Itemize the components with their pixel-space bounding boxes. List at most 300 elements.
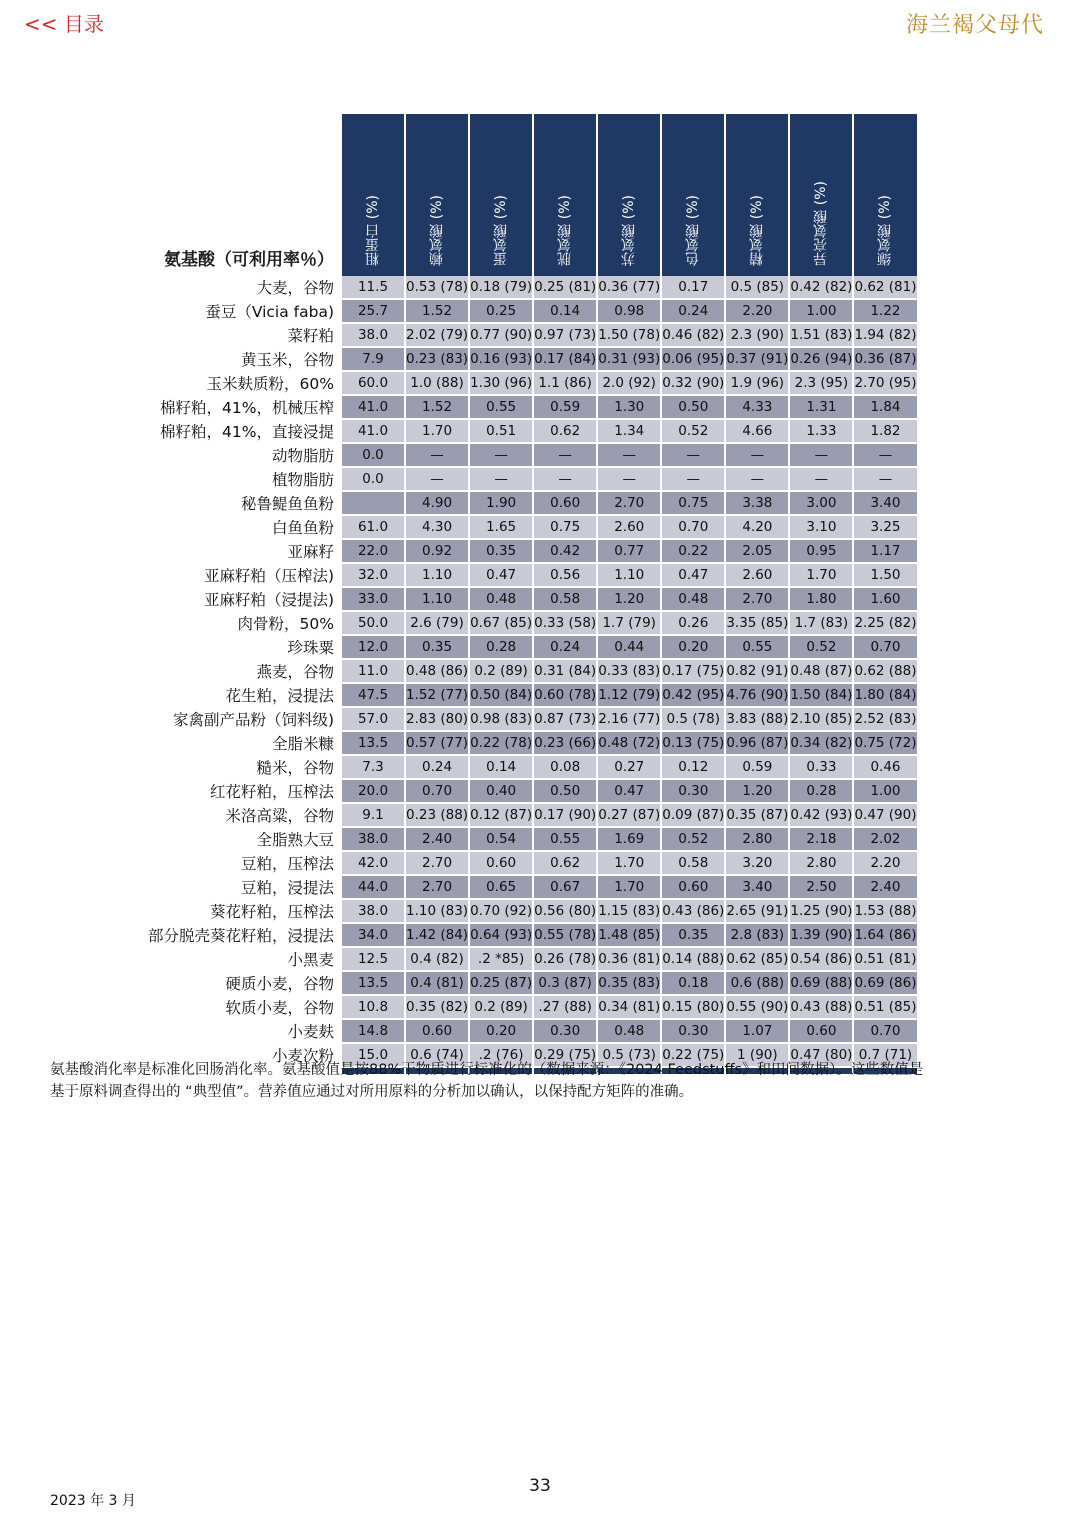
ingredient-name: 全脂米糠 [22,732,340,756]
value-cell: 0.36 (77) [598,276,660,300]
table-row [22,492,917,516]
value-cell: 0.64 (93) [470,924,532,948]
table-row [22,660,917,684]
value-cell: 0.25 [470,300,532,324]
value-cell: 1.00 [854,780,916,804]
value-cell: 1.7 (79) [598,612,660,636]
amino-acid-table [20,114,919,1074]
value-cell: 32.0 [342,564,404,588]
ingredient-name: 棉籽粕，41%，机械压榨 [22,396,340,420]
value-cell: — [534,468,596,492]
value-cell: 2.10 (85) [790,708,852,732]
value-cell: 2.70 [598,492,660,516]
value-cell: 2.8 (83) [726,924,788,948]
ingredient-name: 硬质小麦，谷物 [22,972,340,996]
value-cell: — [726,468,788,492]
table-row [22,612,917,636]
value-cell: 22.0 [342,540,404,564]
value-cell: 14.8 [342,1020,404,1044]
value-cell: 0.55 (90) [726,996,788,1020]
column-header [790,114,852,276]
value-cell: 0.35 [406,636,468,660]
value-cell: 0.77 [598,540,660,564]
value-cell: 0.26 (78) [534,948,596,972]
value-cell: — [470,444,532,468]
table-row [22,876,917,900]
ingredient-name: 珍珠粟 [22,636,340,660]
value-cell: — [854,468,916,492]
value-cell: 1.64 (86) [854,924,916,948]
ingredient-name: 动物脂肪 [22,444,340,468]
value-cell: 2.25 (82) [854,612,916,636]
value-cell: 0.42 [534,540,596,564]
value-cell: 0.32 (90) [662,372,724,396]
value-cell: 2.20 [726,300,788,324]
value-cell: 0.48 [470,588,532,612]
toc-back-link[interactable]: << 目录 [24,12,104,36]
value-cell: 0.17 (90) [534,804,596,828]
value-cell: 2.70 [406,876,468,900]
column-header-label: 胱氨酸 (%) [557,195,574,266]
ingredient-name: 部分脱壳葵花籽粕，浸提法 [22,924,340,948]
value-cell: 0.5 (78) [662,708,724,732]
value-cell: 1.94 (82) [854,324,916,348]
value-cell: 0.48 (86) [406,660,468,684]
value-cell: 0.34 (81) [598,996,660,1020]
value-cell: 0.28 [470,636,532,660]
value-cell: 0.09 (87) [662,804,724,828]
value-cell: 0.95 [790,540,852,564]
column-header [726,114,788,276]
value-cell: 0.0 [342,468,404,492]
value-cell: — [662,468,724,492]
value-cell: 0.75 (72) [854,732,916,756]
table-row [22,324,917,348]
value-cell: 0.14 [534,300,596,324]
ingredient-name: 米洛高粱，谷物 [22,804,340,828]
value-cell: 0.17 (84) [534,348,596,372]
ingredient-name: 小麦麸 [22,1020,340,1044]
ingredient-name: 糙米，谷物 [22,756,340,780]
value-cell: 1.60 [854,588,916,612]
value-cell: 2.20 [854,852,916,876]
ingredient-name: 玉米麸质粉，60% [22,372,340,396]
table-row [22,996,917,1020]
value-cell: 0.47 [598,780,660,804]
value-cell: 1.48 (85) [598,924,660,948]
value-cell: 0.33 (83) [598,660,660,684]
value-cell: 2.16 (77) [598,708,660,732]
value-cell: — [662,444,724,468]
value-cell: 0.44 [598,636,660,660]
table-row [22,420,917,444]
value-cell: 1.70 [790,564,852,588]
table-row [22,924,917,948]
value-cell: 1.20 [726,780,788,804]
value-cell: 41.0 [342,420,404,444]
value-cell: — [406,444,468,468]
value-cell: 0.50 (84) [470,684,532,708]
value-cell: 0.35 (87) [726,804,788,828]
value-cell: 1.10 [406,564,468,588]
value-cell: 0.40 [470,780,532,804]
value-cell: 0.62 [534,420,596,444]
value-cell: 61.0 [342,516,404,540]
value-cell: 0.29 (75) [534,1044,596,1068]
value-cell: 0.25 (87) [470,972,532,996]
value-cell: 0.23 (66) [534,732,596,756]
value-cell: 3.35 (85) [726,612,788,636]
table-row [22,468,917,492]
value-cell: 1.52 (77) [406,684,468,708]
value-cell: 0.22 (78) [470,732,532,756]
value-cell: — [598,444,660,468]
value-cell: 13.5 [342,972,404,996]
value-cell: — [790,468,852,492]
value-cell: 1.39 (90) [790,924,852,948]
value-cell: 0.60 [470,852,532,876]
value-cell: 0.22 [662,540,724,564]
value-cell: 1.80 (84) [854,684,916,708]
value-cell: 0.37 (91) [726,348,788,372]
value-cell: 0.5 (85) [726,276,788,300]
value-cell: 0.06 (95) [662,348,724,372]
value-cell: 0.5 (73) [598,1044,660,1068]
value-cell: 1.52 [406,300,468,324]
column-header [598,114,660,276]
value-cell: 0.82 (91) [726,660,788,684]
value-cell: 0.30 [534,1020,596,1044]
table-row [22,564,917,588]
value-cell: 0.58 [662,852,724,876]
value-cell: 0.52 [662,420,724,444]
value-cell: .2 (76) [470,1044,532,1068]
value-cell: 0.62 (88) [854,660,916,684]
value-cell: 13.5 [342,732,404,756]
value-cell: 0.14 [470,756,532,780]
ingredient-name: 全脂熟大豆 [22,828,340,852]
value-cell: 0.12 (87) [470,804,532,828]
value-cell: 0.51 [470,420,532,444]
value-cell: 1.7 (83) [790,612,852,636]
table-row [22,780,917,804]
value-cell: 0.47 (90) [854,804,916,828]
table-row [22,372,917,396]
value-cell: 0.60 [406,1020,468,1044]
table-row [22,540,917,564]
value-cell: 11.5 [342,276,404,300]
value-cell: 0.47 [470,564,532,588]
value-cell: 0.4 (82) [406,948,468,972]
value-cell: 0.35 (83) [598,972,660,996]
value-cell: 9.1 [342,804,404,828]
ingredient-name: 棉籽粕，41%，直接浸提 [22,420,340,444]
ingredient-name: 小黑麦 [22,948,340,972]
table-row [22,708,917,732]
value-cell: 1.30 (96) [470,372,532,396]
value-cell: 0.48 (72) [598,732,660,756]
value-cell: 1.30 [598,396,660,420]
value-cell: 0.24 [534,636,596,660]
value-cell: — [854,444,916,468]
value-cell: 4.66 [726,420,788,444]
column-header-label: 粗蛋白 (%) [365,195,381,266]
ingredient-name: 秘鲁鳀鱼鱼粉 [22,492,340,516]
ingredient-name: 家禽副产品粉（饲料级) [22,708,340,732]
value-cell: 2.6 (79) [406,612,468,636]
value-cell: 3.40 [854,492,916,516]
value-cell: 0.56 [534,564,596,588]
table-row [22,756,917,780]
value-cell: 4.33 [726,396,788,420]
value-cell: 1.22 [854,300,916,324]
value-cell: 25.7 [342,300,404,324]
table-row [22,900,917,924]
value-cell: 1.51 (83) [790,324,852,348]
value-cell: 1.84 [854,396,916,420]
ingredient-name: 豆粕，压榨法 [22,852,340,876]
value-cell: 2.70 (95) [854,372,916,396]
value-cell: 2.3 (90) [726,324,788,348]
value-cell: 0.70 (92) [470,900,532,924]
value-cell: 2.83 (80) [406,708,468,732]
value-cell: 3.10 [790,516,852,540]
column-header-label: 蛋氨酸 (%) [493,195,510,266]
value-cell: 3.40 [726,876,788,900]
value-cell: 38.0 [342,324,404,348]
value-cell: 0.20 [662,636,724,660]
value-cell: 1.80 [790,588,852,612]
column-header-label: 色氨酸 (%) [685,195,702,266]
value-cell: 0.51 (85) [854,996,916,1020]
value-cell: 0.70 [854,636,916,660]
value-cell: — [598,468,660,492]
table-row [22,396,917,420]
value-cell: 15.0 [342,1044,404,1068]
value-cell: 0.42 (82) [790,276,852,300]
column-header-label: 异亮氨酸 (%) [813,181,830,266]
value-cell: 0.70 [662,516,724,540]
value-cell: 11.0 [342,660,404,684]
value-cell: 2.52 (83) [854,708,916,732]
value-cell: 0.62 (85) [726,948,788,972]
value-cell: 0.50 [534,780,596,804]
value-cell: 1.90 [470,492,532,516]
value-cell: 1.65 [470,516,532,540]
table-row [22,948,917,972]
brand-title: 海兰褐父母代 [905,13,1044,38]
table-row [22,828,917,852]
ingredient-name: 亚麻籽粕（压榨法) [22,564,340,588]
value-cell: 0.23 (88) [406,804,468,828]
value-cell: 1.1 (86) [534,372,596,396]
value-cell: 0.60 [662,876,724,900]
value-cell: 0.26 [662,612,724,636]
value-cell: 1.50 (84) [790,684,852,708]
table-row [22,972,917,996]
value-cell: 0.52 [790,636,852,660]
value-cell: 1.07 [726,1020,788,1044]
value-cell: 0.22 (75) [662,1044,724,1068]
amino-acid-table-container [20,114,919,1074]
value-cell: .2 *85) [470,948,532,972]
value-cell: 0.24 [662,300,724,324]
value-cell: 1.69 [598,828,660,852]
value-cell: 2.60 [726,564,788,588]
value-cell: 0.53 (78) [406,276,468,300]
value-cell: 0.69 (86) [854,972,916,996]
value-cell: 2.40 [854,876,916,900]
value-cell: 0.59 [726,756,788,780]
value-cell: 0.55 [470,396,532,420]
value-cell: 0.55 (78) [534,924,596,948]
ingredient-name: 亚麻籽 [22,540,340,564]
ingredient-name: 花生粕，浸提法 [22,684,340,708]
value-cell: 0.43 (88) [790,996,852,1020]
value-cell: 1.25 (90) [790,900,852,924]
value-cell: 0.46 [854,756,916,780]
table-row [22,348,917,372]
value-cell: 0.47 [662,564,724,588]
value-cell: 0.16 (93) [470,348,532,372]
value-cell: 0.26 (94) [790,348,852,372]
value-cell: 0.75 [534,516,596,540]
value-cell: 0.48 [662,588,724,612]
ingredient-name: 红花籽粕，压榨法 [22,780,340,804]
value-cell: 0.97 (73) [534,324,596,348]
value-cell: 0.28 [790,780,852,804]
value-cell: 1.53 (88) [854,900,916,924]
value-cell: 0.47 (80) [790,1044,852,1068]
value-cell: 2.70 [726,588,788,612]
value-cell: 60.0 [342,372,404,396]
ingredient-name: 白鱼鱼粉 [22,516,340,540]
value-cell: .27 (88) [534,996,596,1020]
value-cell: 33.0 [342,588,404,612]
ingredient-name: 肉骨粉，50% [22,612,340,636]
table-header-row [22,114,917,276]
value-cell: 57.0 [342,708,404,732]
value-cell: 41.0 [342,396,404,420]
value-cell: 1.15 (83) [598,900,660,924]
value-cell: 0.3 (87) [534,972,596,996]
value-cell: 2.02 (79) [406,324,468,348]
value-cell: 0.17 (75) [662,660,724,684]
ingredient-name: 软质小麦，谷物 [22,996,340,1020]
ingredient-name: 黄玉米，谷物 [22,348,340,372]
value-cell: 0.46 (82) [662,324,724,348]
value-cell: 1.0 (88) [406,372,468,396]
value-cell: 0.57 (77) [406,732,468,756]
value-cell: 0.12 [662,756,724,780]
value-cell: 0.59 [534,396,596,420]
value-cell: 0.7 (71) [854,1044,916,1068]
value-cell: 1.00 [790,300,852,324]
value-cell: 12.0 [342,636,404,660]
ingredient-name: 豆粕，浸提法 [22,876,340,900]
value-cell: 1.82 [854,420,916,444]
value-cell: 3.38 [726,492,788,516]
value-cell: 0.52 [662,828,724,852]
value-cell: 0.50 [662,396,724,420]
column-header [662,114,724,276]
value-cell: 3.00 [790,492,852,516]
column-header [534,114,596,276]
value-cell: 34.0 [342,924,404,948]
value-cell: 1.31 [790,396,852,420]
column-header-label: 赖氨酸 (%) [429,195,446,266]
value-cell: 12.5 [342,948,404,972]
value-cell: — [534,444,596,468]
value-cell: 0.31 (93) [598,348,660,372]
value-cell: 2.0 (92) [598,372,660,396]
value-cell: 0.60 (78) [534,684,596,708]
value-cell: 0.55 [726,636,788,660]
value-cell: 0.34 (82) [790,732,852,756]
table-row [22,276,917,300]
value-cell: 0.67 [534,876,596,900]
value-cell: 0.15 (80) [662,996,724,1020]
ingredient-name: 葵花籽粕，压榨法 [22,900,340,924]
ingredient-name: 植物脂肪 [22,468,340,492]
value-cell: 10.8 [342,996,404,1020]
value-cell: 0.43 (86) [662,900,724,924]
value-cell: 2.60 [598,516,660,540]
value-cell: 4.90 [406,492,468,516]
value-cell: 0.42 (93) [790,804,852,828]
value-cell: 0.70 [406,780,468,804]
value-cell: 0.77 (90) [470,324,532,348]
value-cell: 0.17 [662,276,724,300]
value-cell: 0.98 [598,300,660,324]
value-cell: 0.54 (86) [790,948,852,972]
table-row [22,852,917,876]
value-cell: 2.50 [790,876,852,900]
table-row [22,516,917,540]
value-cell: 0.42 (95) [662,684,724,708]
value-cell: 47.5 [342,684,404,708]
value-cell: 2.05 [726,540,788,564]
value-cell: 0.18 (79) [470,276,532,300]
value-cell: 1.33 [790,420,852,444]
value-cell: 0.33 (58) [534,612,596,636]
value-cell: 1.70 [406,420,468,444]
value-cell: 3.83 (88) [726,708,788,732]
value-cell: 0.62 (81) [854,276,916,300]
value-cell: 1.70 [598,876,660,900]
value-cell [342,492,404,516]
value-cell: 0.4 (81) [406,972,468,996]
column-header-label: 苏氨酸 (%) [621,195,638,266]
value-cell: 1.10 [598,564,660,588]
footnote: 氨基酸消化率是标准化回肠消化率。氨基酸值是按88%干物质进行标准化的（数据来源：《2024 Feedstuffs》和田间数据）。这些数值是基于原料调查得出的 “典型值”。营养值应通过对所用原料的分析加以确认，以保持配方矩阵的准确。 [50,1062,924,1100]
ingredient-name: 大麦，谷物 [22,276,340,300]
value-cell: 38.0 [342,828,404,852]
value-cell: 2.40 [406,828,468,852]
value-cell: 0.27 [598,756,660,780]
table-row [22,1020,917,1044]
value-cell: 0.62 [534,852,596,876]
value-cell: 1.50 [854,564,916,588]
value-cell: 0.98 (83) [470,708,532,732]
value-cell: 0.60 [534,492,596,516]
page-number: 33 [529,1476,551,1496]
value-cell: 38.0 [342,900,404,924]
value-cell: 0.35 [470,540,532,564]
value-cell: 0.75 [662,492,724,516]
column-header-label: 缬氨酸 (%) [877,195,894,266]
table-row [22,444,917,468]
